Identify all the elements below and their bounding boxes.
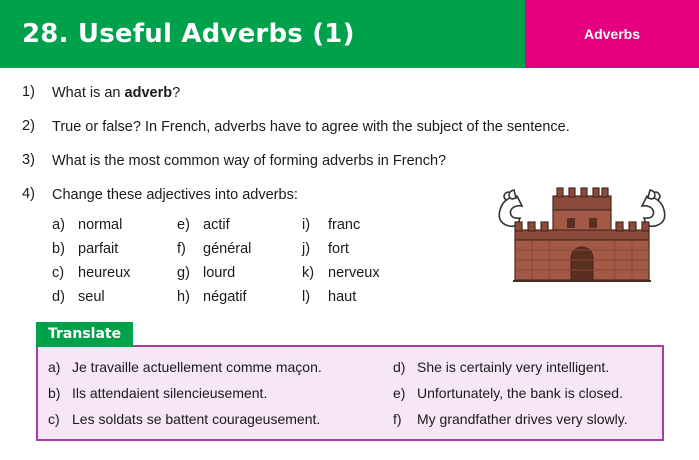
- castle-illustration: [487, 178, 677, 288]
- list-item: [302, 289, 427, 305]
- castle-with-flexing-arms-icon: [487, 178, 677, 288]
- item-letter: f): [177, 240, 186, 257]
- list-item: [393, 359, 648, 376]
- item-word: haut: [328, 288, 357, 305]
- item-word: parfait: [78, 240, 119, 257]
- item-word: heureux: [78, 264, 131, 281]
- item-sentence: Les soldats se battent courageusement.: [72, 410, 321, 427]
- page-title: 28. Useful Adverbs (1): [22, 19, 355, 49]
- question-text: What is the most common way of forming adverbs in French?: [52, 153, 447, 170]
- list-item: [52, 217, 177, 233]
- item-letter: l): [302, 288, 311, 305]
- list-item: [393, 411, 648, 428]
- item-word: nerveux: [328, 264, 380, 281]
- item-word: seul: [78, 288, 105, 305]
- item-sentence: Ils attendaient silencieusement.: [72, 384, 268, 401]
- question-1-text-after: ?: [172, 85, 181, 101]
- translate-section: [36, 322, 664, 441]
- item-letter: d): [393, 359, 406, 375]
- item-word: négatif: [203, 288, 247, 305]
- translate-column-1: [48, 359, 393, 427]
- item-letter: k): [302, 264, 315, 281]
- question-3: [22, 152, 677, 170]
- item-word: général: [203, 240, 252, 257]
- list-item: [302, 217, 427, 233]
- header-title-band: [0, 0, 525, 68]
- item-sentence: Unfortunately, the bank is closed.: [417, 384, 623, 401]
- translate-column-2: [393, 359, 648, 427]
- list-item: [177, 217, 302, 233]
- item-letter: a): [48, 359, 61, 375]
- question-number: 1): [22, 84, 35, 100]
- translate-box: [36, 345, 664, 441]
- item-letter: c): [48, 410, 60, 427]
- item-letter: e): [177, 216, 190, 233]
- list-item: [302, 241, 427, 257]
- item-word: fort: [328, 240, 349, 257]
- question-1-text-before: What is an: [52, 85, 125, 101]
- question-text: True or false? In French, adverbs have to agree with the subject of the sentence.: [52, 119, 570, 136]
- translate-tab-label: Translate: [36, 322, 133, 347]
- page-header: [0, 0, 699, 68]
- item-letter: i): [302, 216, 311, 233]
- item-word: franc: [328, 216, 361, 233]
- item-sentence: Je travaille actuellement comme maçon.: [72, 359, 322, 375]
- item-letter: h): [177, 288, 190, 305]
- item-letter: c): [52, 264, 65, 281]
- list-item: [177, 289, 302, 305]
- adjective-list: [52, 217, 492, 313]
- question-number: 4): [22, 186, 35, 203]
- question-text: [52, 84, 180, 102]
- topic-label: Adverbs: [583, 26, 641, 42]
- question-1-keyword: adverb: [124, 85, 173, 101]
- item-sentence: My grandfather drives very slowly.: [417, 410, 628, 427]
- list-item: [52, 265, 177, 281]
- item-letter: a): [52, 216, 65, 233]
- adjective-column-1: [52, 217, 177, 313]
- item-letter: e): [393, 384, 406, 401]
- list-item: [52, 289, 177, 305]
- item-word: actif: [203, 216, 230, 233]
- list-item: [302, 265, 427, 281]
- list-item: [177, 265, 302, 281]
- adjective-column-3: [302, 217, 427, 313]
- question-1: [22, 84, 677, 102]
- item-word: lourd: [203, 264, 236, 281]
- item-letter: b): [48, 384, 61, 401]
- list-item: [177, 241, 302, 257]
- list-item: [48, 359, 393, 376]
- list-item: [48, 385, 393, 402]
- item-letter: j): [302, 240, 311, 257]
- item-letter: f): [393, 410, 402, 427]
- adjective-column-2: [177, 217, 302, 313]
- question-text: Change these adjectives into adverbs:: [52, 187, 298, 204]
- header-topic-band: [525, 0, 699, 68]
- question-number: 3): [22, 152, 35, 169]
- question-number: 2): [22, 118, 35, 135]
- item-sentence: She is certainly very intelligent.: [417, 359, 610, 375]
- item-letter: b): [52, 240, 65, 257]
- item-letter: g): [177, 264, 190, 281]
- list-item: [393, 385, 648, 402]
- list-item: [48, 411, 393, 428]
- item-letter: d): [52, 288, 65, 305]
- question-2: [22, 118, 677, 136]
- item-word: normal: [78, 216, 123, 233]
- list-item: [52, 241, 177, 257]
